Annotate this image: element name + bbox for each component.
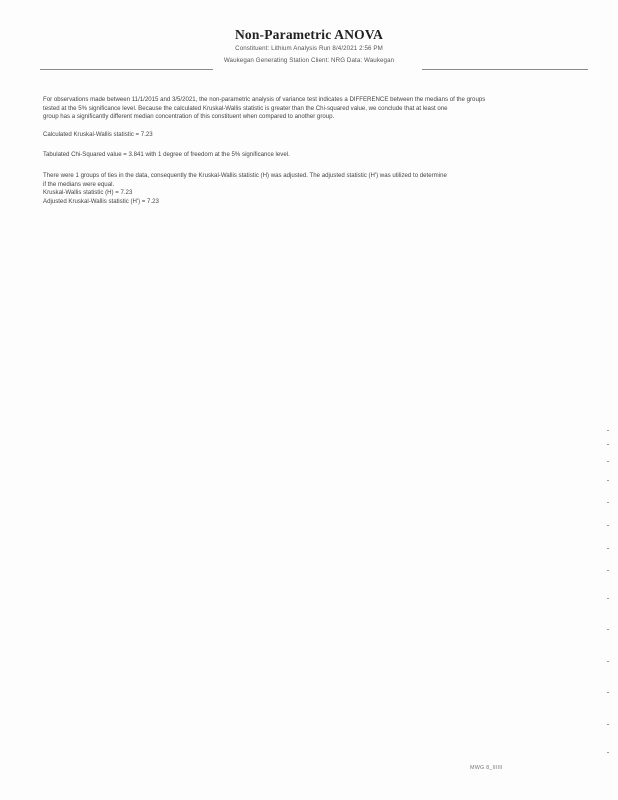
text-line: group has a significantly different median concentration of this constituent when compared to another group.: [43, 113, 335, 121]
calculated-statistic-paragraph: [43, 131, 573, 140]
text-line: Adjusted Kruskal-Wallis statistic (H') = 7.23: [43, 197, 159, 205]
conclusion-paragraph: [43, 96, 573, 122]
text-line: if the medians were equal.: [43, 180, 115, 188]
scan-edge-marks: [607, 430, 611, 770]
text-line: tested at the 5% significance level. Because the calculated Kruskal-Wallis statistic is greater than the Chi-squared value, we conclude that at least one: [43, 104, 448, 112]
ties-adjustment-paragraph: [43, 172, 573, 206]
text-line: There were 1 groups of ties in the data, consequently the Kruskal-Wallis statistic (H) was adjusted. The adjusted statistic (H') was utilized to determine: [43, 172, 447, 179]
text-line: Tabulated Chi-Squared value = 3.841 with 1 degree of freedom at the 5% significance level.: [43, 151, 290, 158]
header-rule-left: [40, 69, 213, 70]
chi-squared-paragraph: [43, 151, 573, 160]
document-footer-code: MWG 8_IIIIII: [470, 765, 503, 771]
page-title: Non-Parametric ANOVA: [234, 27, 384, 42]
text-line: For observations made between 11/1/2015 and 3/5/2021, the non-parametric analysis of variance test indicates a DIFFERENCE between the medians of the groups: [43, 96, 486, 103]
constituent-analysis-line: Constituent: Lithium Analysis Run 8/4/2021 2:56 PM: [235, 45, 383, 52]
header-rule-right: [422, 69, 588, 70]
text-line: Kruskal-Wallis statistic (H) = 7.23: [43, 189, 133, 197]
text-line: Calculated Kruskal-Wallis statistic = 7.23: [43, 131, 153, 138]
station-client-data-line: Waukegan Generating Station Client: NRG Data: Waukegan: [223, 57, 395, 64]
